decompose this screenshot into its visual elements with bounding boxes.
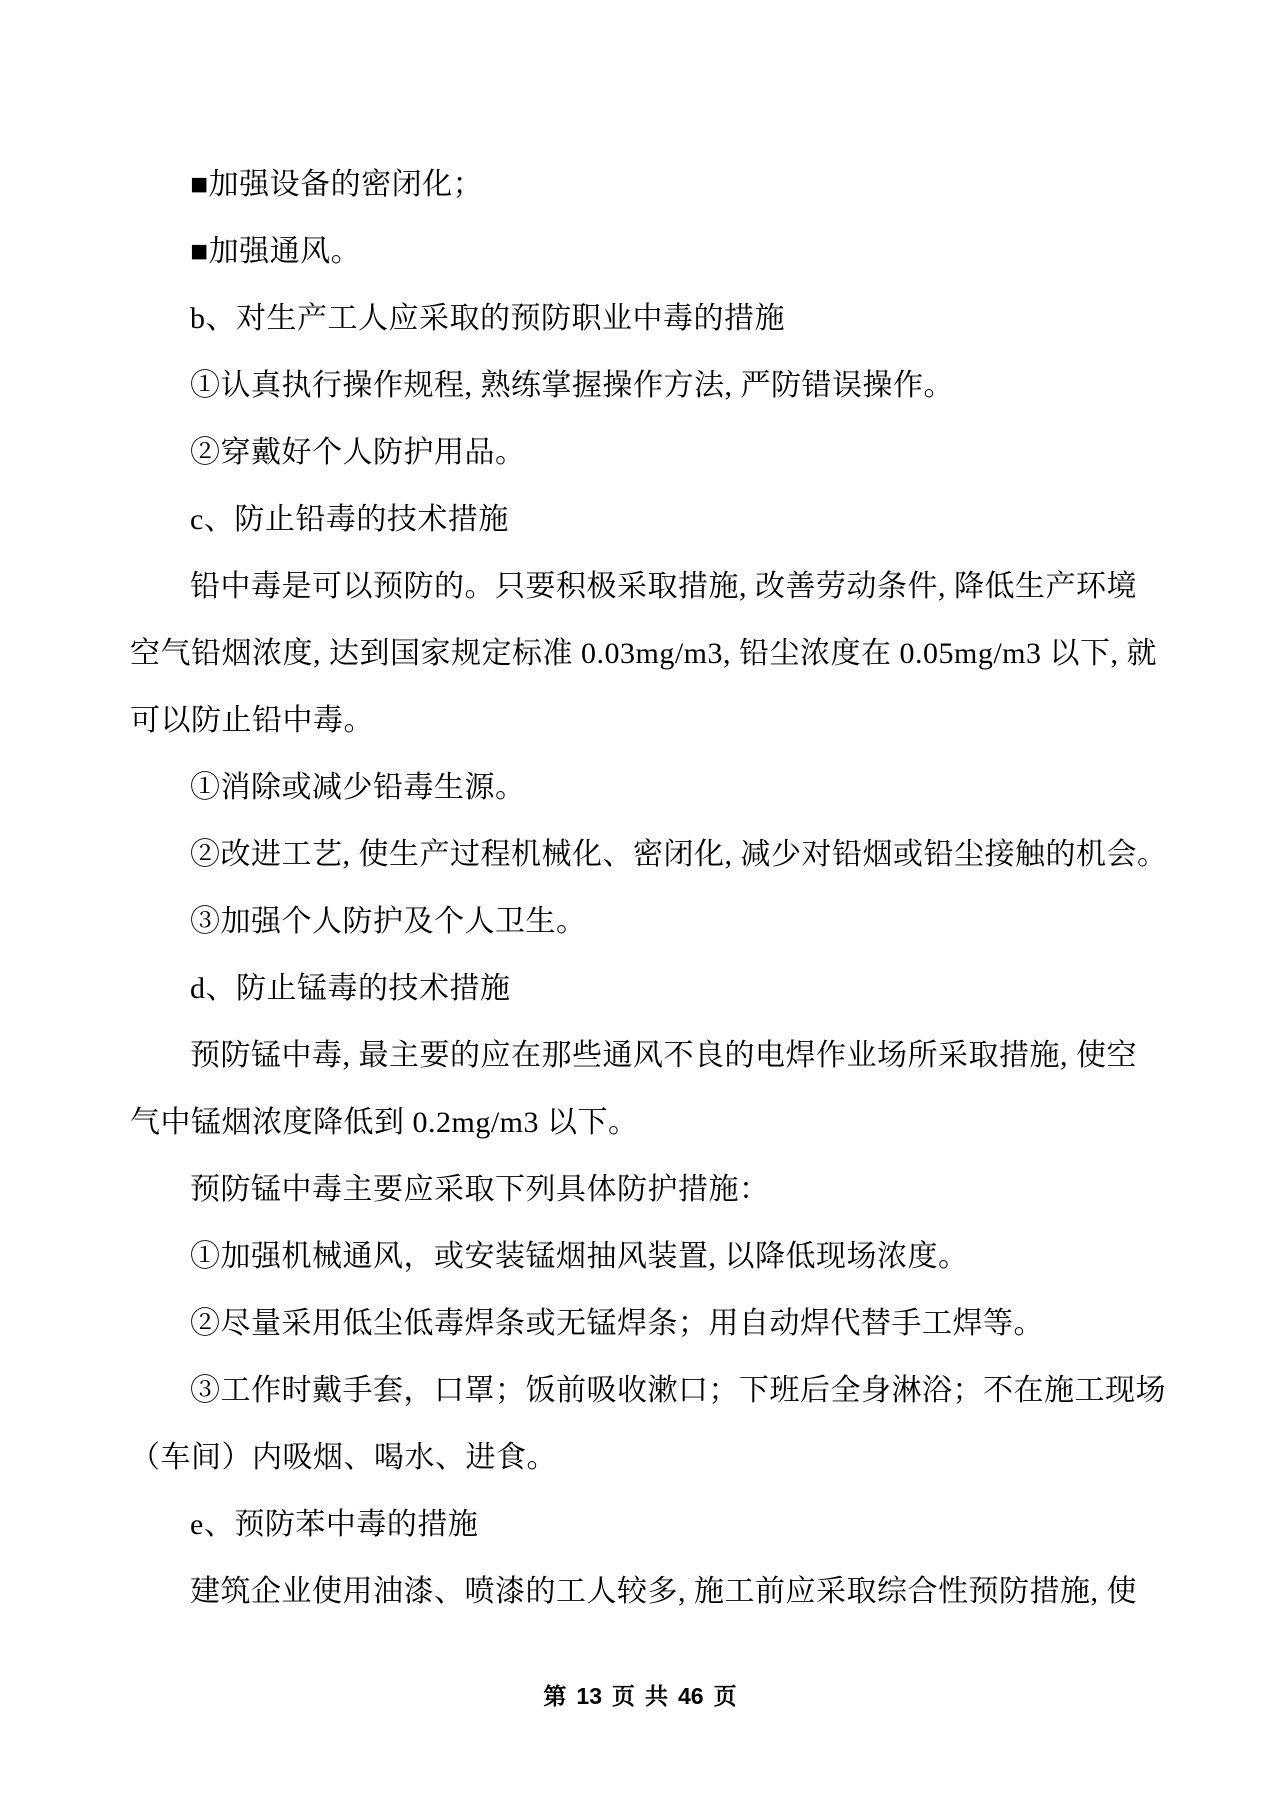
text-line: ①加强机械通风，或安装锰烟抽风装置, 以降低现场浓度。 xyxy=(190,1240,969,1273)
text-line: （车间）内吸烟、喝水、进食。 xyxy=(130,1441,557,1474)
text-line: c、防止铅毒的技术措施 xyxy=(190,503,509,536)
text-line: ②尽量采用低尘低毒焊条或无锰焊条；用自动焊代替手工焊等。 xyxy=(190,1307,1044,1340)
text-line: 空气铅烟浓度, 达到国家规定标准 0.03mg/m3, 铅尘浓度在 0.05mg/m3 以下, 就 xyxy=(130,637,1158,670)
text-line: ③工作时戴手套，口罩；饭前吸收漱口；下班后全身淋浴；不在施工现场 xyxy=(190,1374,1166,1407)
text-line: 预防锰中毒, 最主要的应在那些通风不良的电焊作业场所采取措施, 使空 xyxy=(190,1039,1137,1072)
footer-prefix-label: 第 xyxy=(543,1684,567,1709)
text-line: d、防止锰毒的技术措施 xyxy=(190,972,511,1005)
page-number: 13 xyxy=(576,1683,602,1709)
text-line: e、预防苯中毒的措施 xyxy=(190,1508,479,1541)
page-footer xyxy=(0,1681,1280,1712)
text-line: ①消除或减少铅毒生源。 xyxy=(190,771,526,804)
text-lines xyxy=(130,151,1168,1625)
footer-of-label: 共 xyxy=(645,1684,668,1709)
text-line: ■加强通风。 xyxy=(190,235,362,268)
text-line: b、对生产工人应采取的预防职业中毒的措施 xyxy=(190,302,785,335)
footer-total-label: 页 xyxy=(713,1684,737,1709)
text-line: ②改进工艺, 使生产过程机械化、密闭化, 减少对铅烟或铅尘接触的机会。 xyxy=(190,838,1168,871)
text-line: 可以防止铅中毒。 xyxy=(130,704,374,737)
text-line: 铅中毒是可以预防的。只要积极采取措施, 改善劳动条件, 降低生产环境 xyxy=(190,570,1137,603)
text-line: 预防锰中毒主要应采取下列具体防护措施： xyxy=(190,1173,770,1206)
text-line: ③加强个人防护及个人卫生。 xyxy=(190,905,587,938)
footer-page-label: 页 xyxy=(612,1684,635,1709)
text-line: ①认真执行操作规程, 熟练掌握操作方法, 严防错误操作。 xyxy=(190,369,954,402)
text-line: ②穿戴好个人防护用品。 xyxy=(190,436,526,469)
text-line: 建筑企业使用油漆、喷漆的工人较多, 施工前应采取综合性预防措施, 使 xyxy=(190,1575,1137,1608)
total-pages: 46 xyxy=(678,1683,704,1709)
text-line: 气中锰烟浓度降低到 0.2mg/m3 以下。 xyxy=(130,1106,639,1139)
text-line: ■加强设备的密闭化； xyxy=(190,168,484,201)
